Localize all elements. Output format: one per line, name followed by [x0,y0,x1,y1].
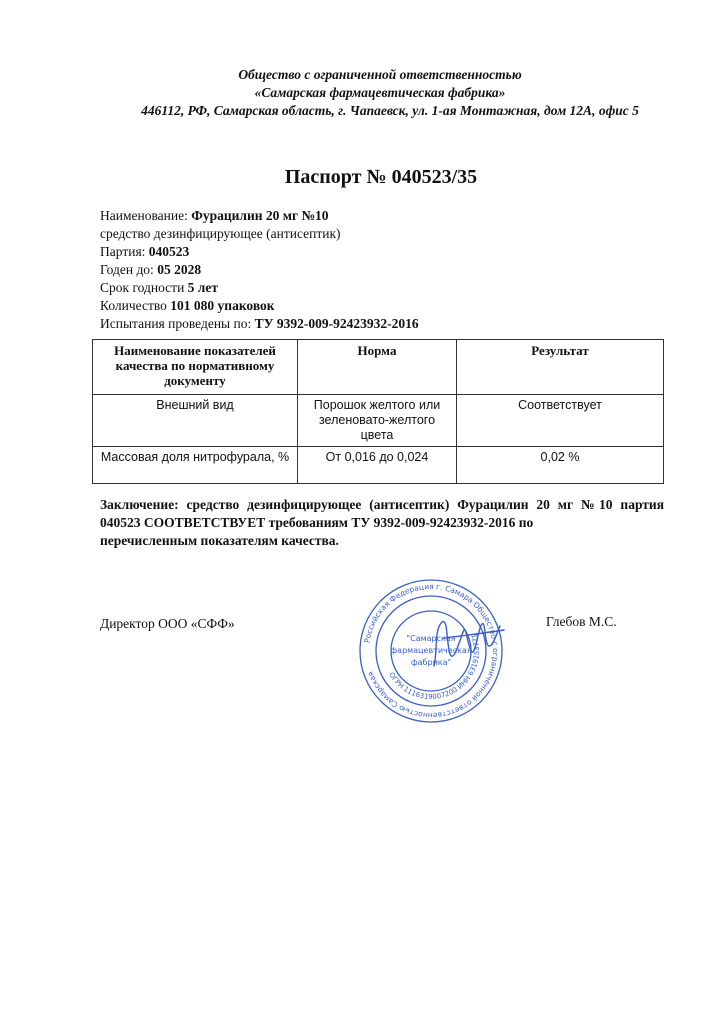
org-address-line: 446112, РФ, Самарская область, г. Чапаевск, ул. 1-ая Монтажная, дом 12А, офис 5 [141,103,639,118]
info-tests-row [100,315,419,333]
director-name: Глебов М.С. [546,614,617,629]
info-expiry-value: 05 2028 [157,262,202,277]
conclusion [100,496,664,550]
table-cell: От 0,016 до 0,024 [298,447,457,484]
table-cell: Порошок желтого или зеленовато-желтого цвета [298,395,457,447]
seal-center-line3: фабрика" [410,658,452,667]
info-type-row: средство дезинфицирующее (антисептик) [100,226,341,241]
info-name-value: Фурацилин 20 мг №10 [191,208,329,223]
quality-table [92,339,664,484]
table-header-row [93,340,664,395]
info-qty-label: Количество [100,298,171,313]
info-qty-value: 101 080 упаковок [170,298,275,313]
table-cell: Массовая доля нитрофурала, % [93,447,298,484]
info-shelf-label: Срок годности [100,280,188,295]
table-header-norm: Норма [298,340,457,395]
table-header-result: Результат [457,340,664,395]
info-name-label: Наименование: [100,208,192,223]
conclusion-line1: Заключение: средство дезинфицирующее (антисептик) Фурацилин 20 мг №10 партия 040523 СООТВЕТСТВУЕТ требованиям ТУ 9392-009-92423932-2016 по [100,497,664,530]
info-expiry-row [100,261,419,279]
seal-center-line1: "Самарская [406,634,456,643]
info-batch-label: Партия: [100,244,149,259]
info-batch-value: 040523 [148,244,190,259]
table-header-indicator: Наименование показателей качества по нормативному документу [93,340,298,395]
document-title: Паспорт № 040523/35 [284,166,478,188]
info-batch-row [100,243,419,261]
info-tests-label: Испытания проведены по: [100,316,255,331]
seal-outer-text: Российская Федерация г. Самара Общество с ограниченной ответственностью Самарская [362,581,501,721]
table-row [93,395,664,447]
seal-inner-text: ОГРН 1116319007200 ИНН 6319153771 [387,632,482,702]
table-cell: Внешний вид [93,395,298,447]
table-row [93,447,664,484]
org-brand-line: «Самарская фармацевтическая фабрика» [254,85,506,100]
conclusion-line2: перечисленным показателям качества. [100,533,339,548]
info-expiry-label: Годен до: [100,262,158,277]
info-qty-row [100,297,419,315]
info-shelf-row [100,279,419,297]
product-info [100,207,419,333]
info-name-row [100,207,419,225]
handwritten-signature-icon [420,608,510,678]
org-name-line: Общество с ограниченной ответственностью [238,67,522,82]
seal-center-line2: фармацевтическая [390,646,472,655]
director-title: Директор ООО «СФФ» [100,616,235,631]
table-cell: 0,02 % [457,447,664,484]
info-tests-value: ТУ 9392-009-92423932-2016 [254,316,419,331]
table-cell: Соответствует [457,395,664,447]
info-shelf-value: 5 лет [187,280,218,295]
